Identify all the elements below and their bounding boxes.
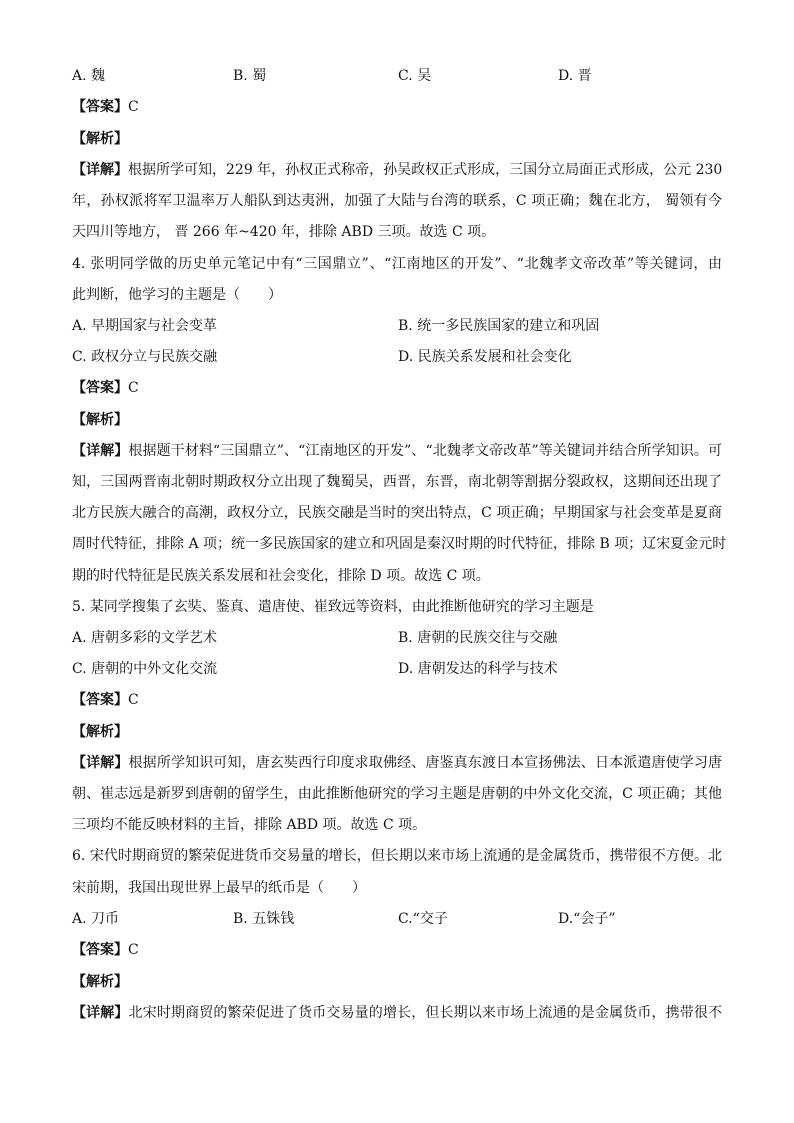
q3-option-c: C. 吴 [398, 68, 432, 84]
q4-option-b: B. 统一多民族国家的建立和巩固 [398, 318, 600, 334]
q4-stem-line-2: 此判断，他学习的主题是（ ） [72, 287, 282, 303]
answer-value: C [128, 99, 139, 115]
q4-detail-line-1 [72, 441, 722, 461]
q6-option-d: D.“会子” [558, 911, 616, 927]
q6-stem-line-1: 6. 宋代时期商贸的繁荣促进货币交易量的增长，但长期以来市场上流通的是金属货币，携带很不方便。北 [72, 848, 722, 864]
q4-detail-line-4: 周时代特征，排除 A 项；统一多民族国家的建立和巩固是秦汉时期的时代特征，排除 B 项；辽宋夏金元时 [72, 536, 727, 552]
detail-tag: 【详解】 [72, 755, 129, 771]
q6-option-c: C.“交子 [398, 911, 448, 927]
q4-option-c: C. 政权分立与民族交融 [72, 349, 218, 365]
analysis-tag: 【解析】 [72, 131, 128, 147]
detail-tag: 【详解】 [72, 443, 129, 459]
answer-value: C [128, 942, 139, 958]
q4-option-a: A. 早期国家与社会变革 [72, 318, 218, 334]
q6-stem-line-2: 宋前期，我国出现世界上最早的纸币是（ ） [72, 880, 366, 896]
q4-option-d: D. 民族关系发展和社会变化 [398, 349, 572, 365]
q3-detail-line-3: 天四川等地方， 晋 266 年~420 年，排除 ABD 三项。故选 C 项。 [72, 224, 496, 240]
q6-option-b: B. 五铢钱 [233, 911, 295, 927]
q5-stem-line-1: 5. 某同学搜集了玄奘、鉴真、遣唐使、崔致远等资料，由此推断他研究的学习主题是 [72, 599, 594, 615]
detail-text: 北宋时期商贸的繁荣促进了货币交易量的增长，但长期以来市场上流通的是金属货币，携带很不 [128, 1005, 723, 1021]
answer-value: C [128, 380, 139, 396]
q4-detail-line-3: 北方民族大融合的高潮，政权分立，民族交融是当时的突出特点，C 项正确；早期国家与社会变革是夏商 [72, 505, 722, 521]
detail-text: 根据题干材料“三国鼎立”、“江南地区的开发”、“北魏孝文帝改革”等关键词并结合所学知识。可 [128, 443, 722, 459]
q5-analysis [72, 722, 128, 742]
q6-detail-line-1 [72, 1003, 722, 1023]
answer-tag: 【答案】 [72, 942, 128, 958]
q4-answer [72, 378, 139, 398]
answer-value: C [128, 692, 139, 708]
detail-text: 根据所学可知，229 年，孙权正式称帝，孙吴政权正式形成，三国分立局面正式形成，公元 230 [128, 162, 723, 178]
answer-tag: 【答案】 [72, 380, 128, 396]
analysis-tag: 【解析】 [72, 974, 128, 990]
q5-option-c: C. 唐朝的中外文化交流 [72, 661, 218, 677]
detail-text: 根据所学知识可知，唐玄奘西行印度求取佛经、唐鉴真东渡日本宣扬佛法、日本派遣唐使学习唐 [128, 755, 723, 771]
detail-tag: 【详解】 [72, 1005, 129, 1021]
q5-option-b: B. 唐朝的民族交往与交融 [398, 630, 558, 646]
q3-analysis [72, 129, 128, 149]
q4-stem-line-1: 4. 张明同学做的历史单元笔记中有“三国鼎立”、“江南地区的开发”、“北魏孝文帝改革”等关键词，由 [72, 256, 722, 272]
analysis-tag: 【解析】 [72, 724, 128, 740]
answer-tag: 【答案】 [72, 692, 128, 708]
q4-analysis [72, 410, 128, 430]
q6-analysis [72, 972, 128, 992]
q3-option-d: D. 晋 [558, 68, 592, 84]
q5-detail-line-1 [72, 753, 722, 773]
q5-detail-line-2: 朝、崔志远是新罗到唐朝的留学生，由此推断他研究的学习主题是唐朝的中外文化交流，C 项正确；其他 [72, 786, 722, 802]
q6-option-a: A. 刀币 [72, 911, 120, 927]
q6-answer [72, 940, 139, 960]
detail-tag: 【详解】 [72, 162, 128, 178]
q5-option-a: A. 唐朝多彩的文学艺术 [72, 630, 218, 646]
q5-detail-line-3: 三项均不能反映材料的主旨，排除 ABD 项。故选 C 项。 [72, 817, 427, 833]
q5-answer [72, 690, 139, 710]
q3-option-b: B. 蜀 [233, 68, 267, 84]
analysis-tag: 【解析】 [72, 412, 128, 428]
q3-detail-line-2: 年，孙权派将军卫温率万人船队到达夷洲，加强了大陆与台湾的联系，C 项正确；魏在北方， 蜀领有今 [72, 193, 722, 209]
q3-option-a: A. 魏 [72, 68, 106, 84]
q3-detail-line-1 [72, 160, 722, 180]
answer-tag: 【答案】 [72, 99, 128, 115]
q3-answer [72, 97, 139, 117]
q4-detail-line-2: 知，三国两晋南北朝时期政权分立出现了魏蜀吴，西晋，东晋，南北朝等割据分裂政权，这期间还出现了 [72, 474, 722, 490]
q4-detail-line-5: 期的时代特征是民族关系发展和社会变化，排除 D 项。故选 C 项。 [72, 568, 490, 584]
q5-option-d: D. 唐朝发达的科学与技术 [398, 661, 558, 677]
